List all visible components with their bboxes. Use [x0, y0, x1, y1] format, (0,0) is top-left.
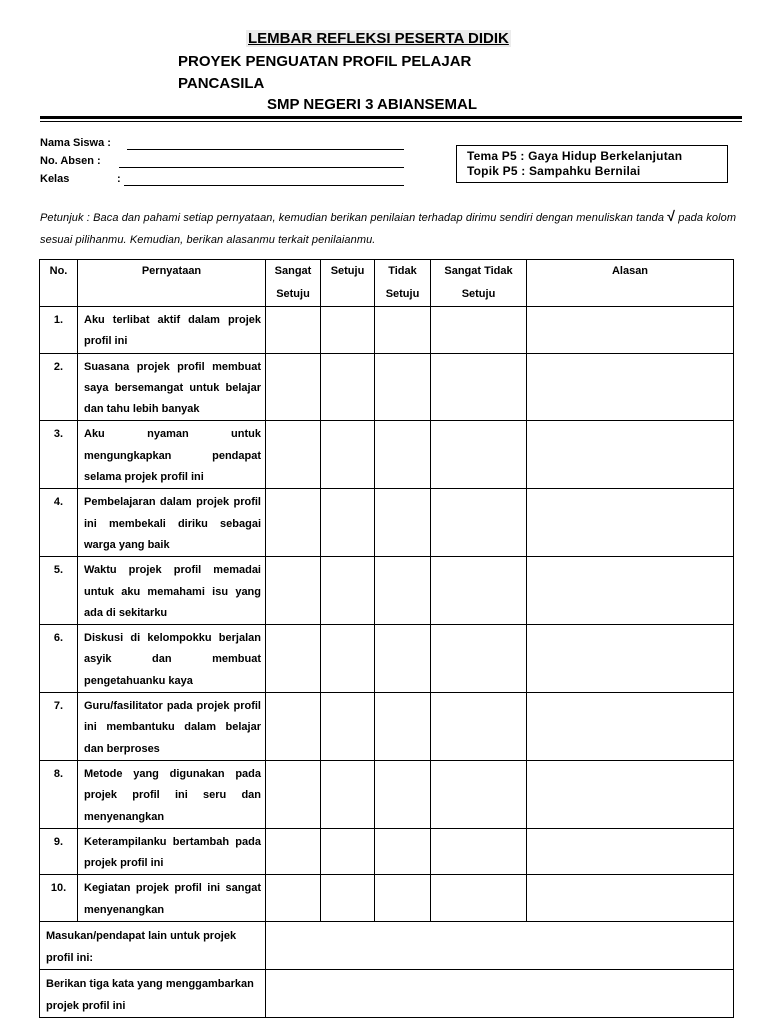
class-field[interactable]	[124, 185, 404, 186]
cell-strongly-agree[interactable]	[266, 828, 321, 875]
instructions-part1: Petunjuk : Baca dan pahami setiap pernyataan, kemudian berikan penilaian terhadap dirimu sendiri dengan menuliskan tanda	[40, 212, 668, 224]
cell-strongly-disagree[interactable]	[431, 828, 527, 875]
row-statement: Aku terlibat aktif dalam projek profil ini	[78, 307, 266, 354]
table-row	[40, 489, 734, 557]
cell-agree[interactable]	[321, 353, 375, 421]
cell-strongly-agree[interactable]	[266, 875, 321, 922]
row-statement: Diskusi di kelompokku berjalan asyik dan membuat pengetahuanku kaya	[78, 625, 266, 693]
cell-strongly-disagree[interactable]	[431, 307, 527, 354]
cell-disagree[interactable]	[375, 625, 431, 693]
header-agree: Setuju	[321, 260, 375, 307]
table-row	[40, 693, 734, 761]
cell-strongly-agree[interactable]	[266, 421, 321, 489]
cell-disagree[interactable]	[375, 875, 431, 922]
table-row	[40, 828, 734, 875]
school-name: SMP NEGERI 3 ABIANSEMAL	[267, 96, 478, 113]
row-statement: Kegiatan projek profil ini sangat menyenangkan	[78, 875, 266, 922]
cell-reason[interactable]	[527, 875, 734, 922]
class-label: Kelas	[40, 173, 70, 185]
feedback-answer-cell[interactable]	[266, 922, 734, 970]
table-header-row	[40, 260, 734, 307]
cell-reason[interactable]	[527, 489, 734, 557]
cell-reason[interactable]	[527, 307, 734, 354]
cell-strongly-disagree[interactable]	[431, 875, 527, 922]
table-row	[40, 307, 734, 354]
cell-disagree[interactable]	[375, 693, 431, 761]
row-statement: Metode yang digunakan pada projek profil ini seru dan menyenangkan	[78, 760, 266, 828]
cell-strongly-disagree[interactable]	[431, 760, 527, 828]
cell-strongly-disagree[interactable]	[431, 489, 527, 557]
cell-reason[interactable]	[527, 557, 734, 625]
row-number: 8.	[40, 760, 78, 828]
row-statement: Waktu projek profil memadai untuk aku memahami isu yang ada di sekitarku	[78, 557, 266, 625]
cell-strongly-disagree[interactable]	[431, 693, 527, 761]
cell-strongly-agree[interactable]	[266, 760, 321, 828]
cell-disagree[interactable]	[375, 307, 431, 354]
absence-number-label: No. Absen :	[40, 155, 101, 167]
header-disagree: Tidak Setuju	[375, 260, 431, 307]
cell-agree[interactable]	[321, 828, 375, 875]
cell-strongly-disagree[interactable]	[431, 421, 527, 489]
feedback-row	[40, 922, 734, 970]
cell-strongly-agree[interactable]	[266, 489, 321, 557]
header-reason: Alasan	[527, 260, 734, 307]
instructions	[40, 205, 740, 251]
cell-reason[interactable]	[527, 693, 734, 761]
header-divider-thin	[40, 121, 742, 122]
cell-agree[interactable]	[321, 760, 375, 828]
cell-agree[interactable]	[321, 557, 375, 625]
header-no: No.	[40, 260, 78, 307]
feedback-label: Masukan/pendapat lain untuk projek profil ini:	[40, 922, 266, 970]
header-divider	[40, 116, 742, 119]
student-name-label: Nama Siswa :	[40, 137, 111, 149]
header-strongly-disagree: Sangat Tidak Setuju	[431, 260, 527, 307]
row-number: 6.	[40, 625, 78, 693]
cell-disagree[interactable]	[375, 557, 431, 625]
three-words-row	[40, 970, 734, 1018]
table-row	[40, 875, 734, 922]
cell-disagree[interactable]	[375, 760, 431, 828]
row-number: 10.	[40, 875, 78, 922]
student-name-field[interactable]	[127, 149, 404, 150]
cell-strongly-disagree[interactable]	[431, 353, 527, 421]
cell-disagree[interactable]	[375, 489, 431, 557]
check-mark-icon: √	[667, 208, 676, 224]
cell-strongly-agree[interactable]	[266, 693, 321, 761]
table-row	[40, 353, 734, 421]
cell-agree[interactable]	[321, 693, 375, 761]
cell-strongly-disagree[interactable]	[431, 625, 527, 693]
cell-strongly-agree[interactable]	[266, 625, 321, 693]
row-statement: Suasana projek profil membuat saya bersemangat untuk belajar dan tahu lebih banyak	[78, 353, 266, 421]
row-number: 4.	[40, 489, 78, 557]
cell-strongly-agree[interactable]	[266, 353, 321, 421]
row-statement: Guru/fasilitator pada projek profil ini membantuku dalam belajar dan berproses	[78, 693, 266, 761]
sheet-title: LEMBAR REFLEKSI PESERTA DIDIK	[248, 30, 509, 47]
row-statement: Keterampilanku bertambah pada projek profil ini	[78, 828, 266, 875]
reflection-table	[39, 259, 734, 1018]
theme-box	[456, 145, 728, 183]
table-row	[40, 625, 734, 693]
absence-number-field[interactable]	[119, 167, 404, 168]
row-number: 2.	[40, 353, 78, 421]
cell-reason[interactable]	[527, 421, 734, 489]
instructions-part2: pada kolom sesuai pilihanmu. Kemudian, berikan alasanmu terkait penilaianmu.	[40, 212, 737, 246]
row-number: 7.	[40, 693, 78, 761]
topic-text: Topik P5 : Sampahku Bernilai	[467, 164, 641, 178]
cell-strongly-disagree[interactable]	[431, 557, 527, 625]
cell-reason[interactable]	[527, 625, 734, 693]
header-strongly-agree: Sangat Setuju	[266, 260, 321, 307]
table-row	[40, 557, 734, 625]
header-statement: Pernyataan	[78, 260, 266, 307]
cell-agree[interactable]	[321, 489, 375, 557]
table-row	[40, 760, 734, 828]
cell-agree[interactable]	[321, 875, 375, 922]
cell-reason[interactable]	[527, 828, 734, 875]
row-statement: Pembelajaran dalam projek profil ini membekali diriku sebagai warga yang baik	[78, 489, 266, 557]
project-title-line1: PROYEK PENGUATAN PROFIL PELAJAR	[178, 53, 472, 70]
project-title-line2: PANCASILA	[178, 75, 265, 92]
cell-reason[interactable]	[527, 353, 734, 421]
theme-text: Tema P5 : Gaya Hidup Berkelanjutan	[467, 149, 683, 163]
class-colon: :	[117, 173, 121, 185]
cell-agree[interactable]	[321, 307, 375, 354]
cell-disagree[interactable]	[375, 353, 431, 421]
three-words-label: Berikan tiga kata yang menggambarkan projek profil ini	[40, 970, 266, 1018]
row-statement: Aku nyaman untuk mengungkapkan pendapat selama projek profil ini	[78, 421, 266, 489]
cell-disagree[interactable]	[375, 828, 431, 875]
row-number: 9.	[40, 828, 78, 875]
table-row	[40, 421, 734, 489]
row-number: 5.	[40, 557, 78, 625]
row-number: 1.	[40, 307, 78, 354]
cell-strongly-agree[interactable]	[266, 307, 321, 354]
cell-agree[interactable]	[321, 625, 375, 693]
cell-reason[interactable]	[527, 760, 734, 828]
cell-agree[interactable]	[321, 421, 375, 489]
three-words-answer-cell[interactable]	[266, 970, 734, 1018]
row-number: 3.	[40, 421, 78, 489]
cell-disagree[interactable]	[375, 421, 431, 489]
cell-strongly-agree[interactable]	[266, 557, 321, 625]
